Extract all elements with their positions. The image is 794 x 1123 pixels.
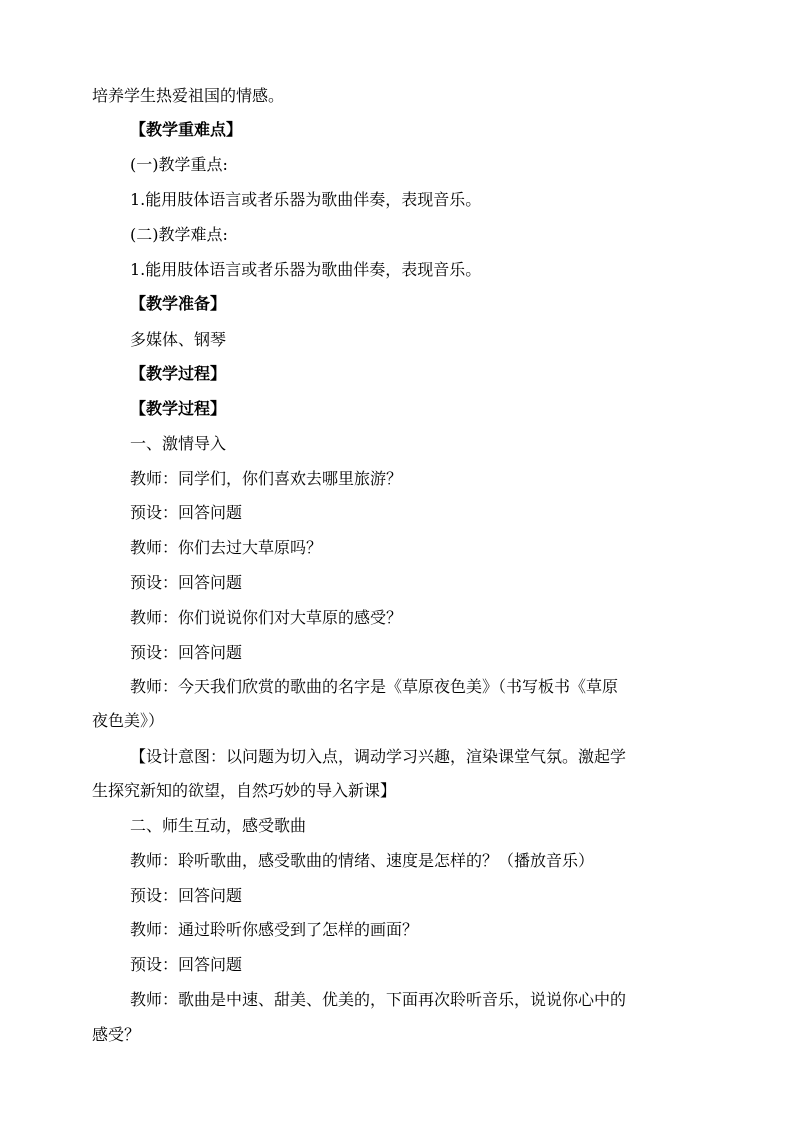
- teacher-line-4a: 教师：今天我们欣赏的歌曲的名字是《草原夜色美》（书写板书《草原: [130, 677, 619, 696]
- heading-preparation: 【教学准备】: [130, 294, 227, 313]
- preset-line-3: 预设：回答问题: [130, 643, 243, 662]
- section-title-2: 二、师生互动，感受歌曲: [130, 816, 307, 835]
- list-item-key: 1.能用肢体语言或者乐器为歌曲伴奏，表现音乐。: [130, 190, 482, 209]
- preset-line-2: 预设：回答问题: [130, 573, 243, 592]
- heading-process-1: 【教学过程】: [130, 364, 227, 383]
- teacher-line-5: 教师：聆听歌曲，感受歌曲的情绪、速度是怎样的？（播放音乐）: [130, 851, 595, 870]
- heading-process-2: 【教学过程】: [130, 399, 227, 418]
- preset-line-1: 预设：回答问题: [130, 503, 243, 522]
- preset-line-5: 预设：回答问题: [130, 886, 243, 905]
- subheading-key: (一)教学重点:: [130, 155, 228, 174]
- list-item-difficult: 1.能用肢体语言或者乐器为歌曲伴奏，表现音乐。: [130, 260, 482, 279]
- section-title-1: 一、激情导入: [130, 434, 227, 453]
- paragraph-preparation: 多媒体、钢琴: [130, 330, 227, 349]
- teacher-line-6: 教师：通过聆听你感受到了怎样的画面？: [130, 920, 419, 939]
- design-intent-line-1: 【设计意图：以问题为切入点，调动学习兴趣，渲染课堂气氛。激起学: [130, 747, 627, 766]
- paragraph-intro-tail: 培养学生热爱祖国的情感。: [92, 86, 285, 105]
- teacher-line-2: 教师：你们去过大草原吗？: [130, 538, 323, 557]
- teacher-line-3: 教师：你们说说你们对大草原的感受？: [130, 608, 403, 627]
- teacher-line-7b: 感受？: [92, 1025, 141, 1044]
- heading-key-points: 【教学重难点】: [130, 120, 243, 139]
- teacher-line-1: 教师：同学们，你们喜欢去哪里旅游？: [130, 469, 403, 488]
- teacher-line-7a: 教师：歌曲是中速、甜美、优美的，下面再次聆听音乐，说说你心中的: [130, 990, 627, 1009]
- preset-line-6: 预设：回答问题: [130, 955, 243, 974]
- teacher-line-4b: 夜色美》）: [92, 711, 165, 730]
- subheading-difficult: (二)教学难点:: [130, 225, 228, 244]
- design-intent-line-2: 生探究新知的欲望，自然巧妙的导入新课】: [92, 781, 397, 800]
